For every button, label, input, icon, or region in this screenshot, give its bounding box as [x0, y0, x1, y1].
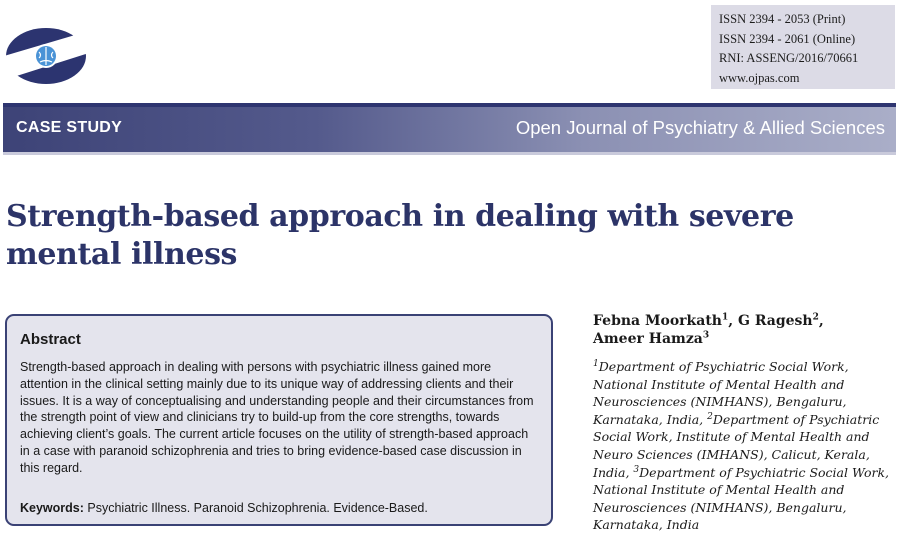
affiliation-mark: 2	[707, 411, 713, 422]
keywords	[20, 501, 428, 515]
keywords-label: Keywords:	[20, 501, 84, 515]
rni-number: RNI: ASSENG/2016/70661	[719, 51, 859, 65]
section-label: CASE STUDY	[16, 119, 123, 136]
abstract-box	[5, 314, 553, 526]
journal-logo	[4, 22, 92, 88]
author-affiliation-mark: 2	[812, 312, 819, 323]
author-separator: ,	[728, 313, 738, 329]
author-separator: ,	[818, 313, 824, 329]
author-list	[593, 313, 893, 348]
issn-print: ISSN 2394 - 2053 (Print)	[719, 12, 846, 26]
banner-bottom-stripe	[3, 152, 896, 155]
author-name: Ameer Hamza	[593, 330, 703, 347]
article-title: Strength-based approach in dealing with severe mental illness	[6, 199, 794, 272]
issn-online: ISSN 2394 - 2061 (Online)	[719, 31, 856, 46]
author-name: Febna Moorkath	[593, 313, 722, 329]
affiliation-text: Department of Psychiatric Social Work, Institute of Mental Health and Neuro Sciences (IMHANS), Calicut, Kerala, India,	[593, 411, 880, 480]
brain-logo-icon	[4, 22, 92, 88]
journal-banner	[3, 103, 896, 155]
issn-info-box	[711, 5, 895, 89]
banner-band	[3, 107, 896, 152]
affiliation-mark: 3	[633, 464, 640, 475]
affiliation-mark: 1	[593, 358, 599, 369]
author-affiliation-mark: 1	[721, 312, 729, 323]
affiliation-text: Department of Psychiatric Social Work, National Institute of Mental Health and Neurosciences (NIMHANS), Bengaluru, Karnataka, India,	[593, 359, 849, 427]
affiliation-text: Department of Psychiatric Social Work, National Institute of Mental Health and Neurosciences (NIMHANS), Bengaluru, Karnataka, India	[593, 464, 890, 533]
author-name: G Ragesh	[737, 313, 813, 329]
author-affiliation-mark: 3	[702, 329, 710, 340]
keywords-list: Psychiatric Illness. Paranoid Schizophrenia. Evidence-Based.	[87, 501, 428, 515]
abstract-heading: Abstract	[20, 331, 81, 348]
journal-website[interactable]: www.ojpas.com	[719, 70, 800, 85]
journal-name: Open Journal of Psychiatry & Allied Sciences	[515, 117, 885, 138]
abstract-text: Strength-based approach in dealing with persons with psychiatric illness gained more attention in the clinical setting mainly due to its unique way of addressing clients and their issues. It is a way of conceptualising and understanding people and their circumstances from the strength point of view and clinicians try to build-up from the core strengths, towards achieving client’s goals. The current article focuses on the utility of strength-based approach in a case with paranoid schizophrenia and tries to bring evidence-based case discussion in this regard.	[20, 360, 534, 475]
author-affiliations	[593, 358, 893, 534]
